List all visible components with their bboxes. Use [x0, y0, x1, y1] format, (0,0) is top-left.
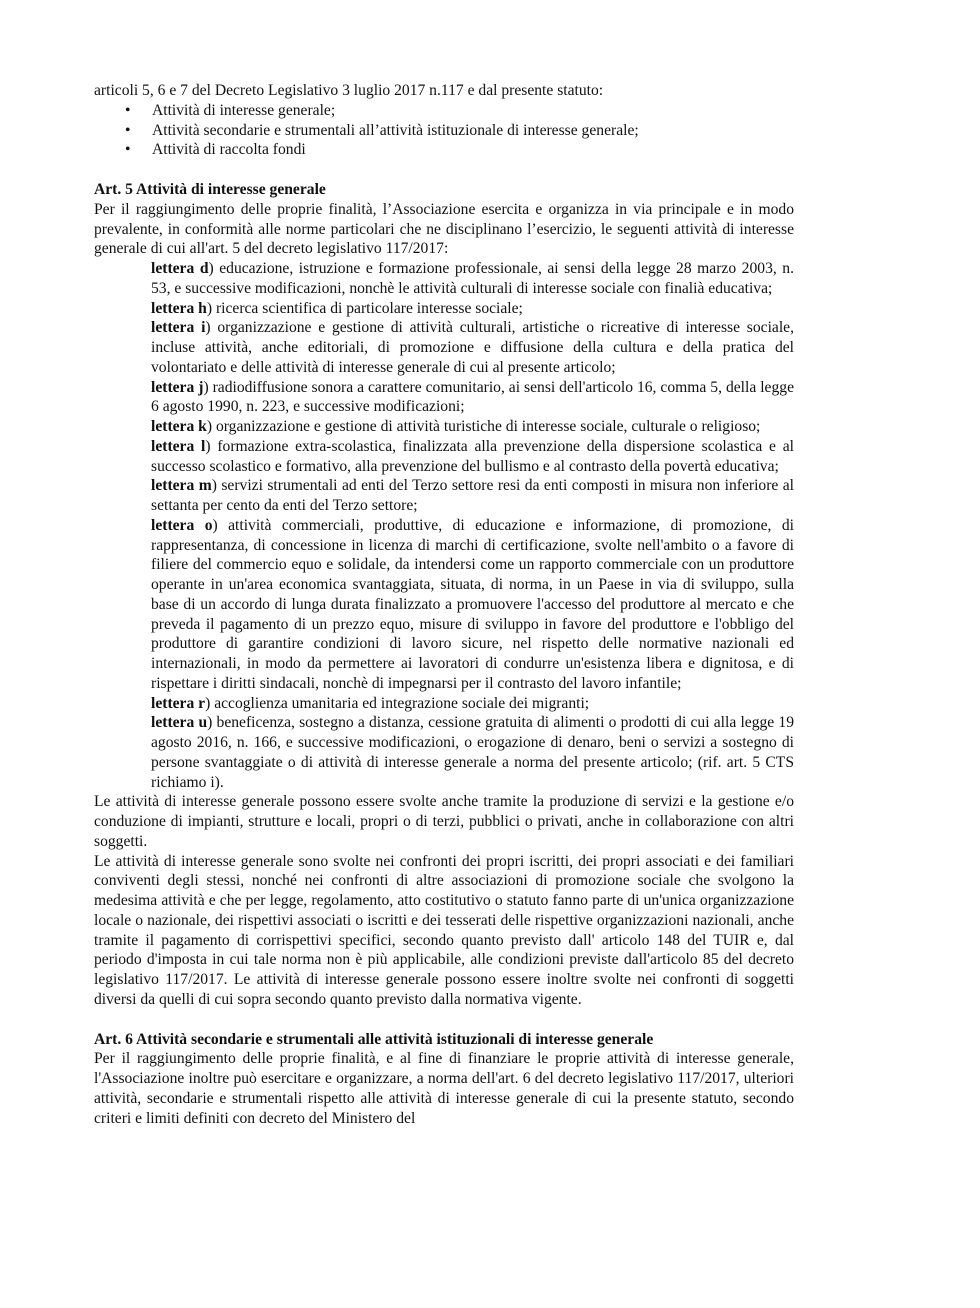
activity-list [94, 101, 794, 160]
letter-text: ) organizzazione e gestione di attività culturali, artistiche o ricreative di interesse sociale, incluse attività, anche editoriali, di promozione e diffusione della cultura e della pratica del volontariato e delle attività di interesse generale di cui al presente articolo; [151, 319, 794, 376]
intro-line: articoli 5, 6 e 7 del Decreto Legislativo 3 luglio 2017 n.117 e dal presente statuto: [94, 82, 604, 99]
bullet-icon: • [125, 141, 131, 159]
section-gap [94, 160, 794, 180]
letter-item [151, 516, 794, 694]
letter-label: lettera j [151, 378, 204, 396]
letter-text: ) educazione, istruzione e formazione professionale, ai sensi della legge 28 marzo 2003, n. 53, e successive modificazioni, nonchè le attività culturali di interesse sociale con finalià educativa; [151, 260, 794, 297]
letter-text: ) organizzazione e gestione di attività turistiche di interesse sociale, culturale o religioso; [206, 418, 761, 435]
list-item-text: Attività di raccolta fondi [152, 141, 306, 159]
letter-item [151, 437, 794, 477]
letter-item [151, 713, 794, 792]
list-item-text: Attività di interesse generale; [152, 101, 336, 119]
list-item [94, 121, 794, 141]
letter-label: lettera k [151, 418, 207, 435]
section-gap [94, 1010, 794, 1030]
letter-text: ) radiodiffusione sonora a carattere comunitario, ai sensi dell'articolo 16, comma 5, della legge 6 agosto 1990, n. 223, e successive modificazioni; [151, 378, 794, 416]
letter-item [151, 694, 794, 714]
list-item-text: Attività secondarie e strumentali all’attività istituzionale di interesse generale; [152, 121, 639, 139]
letter-text: ) servizi strumentali ad enti del Terzo settore resi da enti composti in misura non inferiore al settanta per cento da enti del Terzo settore; [151, 477, 795, 514]
letter-item [151, 417, 794, 437]
letter-text: ) formazione extra-scolastica, finalizzata alla prevenzione della dispersione scolastica e al successo scolastico e formativo, alla prevenzione del bullismo e al contrasto della povertà educativa; [151, 437, 794, 475]
list-item [94, 101, 794, 121]
letter-label: lettera d [151, 260, 209, 277]
bullet-icon: • [125, 101, 131, 119]
letter-item [151, 318, 794, 377]
art5-paragraph-1: Le attività di interesse generale possono essere svolte anche tramite la produzione di servizi e la gestione e/o conduzione di impianti, strutture e locali, propri o di terzi, pubblici o privati, anche in collaborazione con altri soggetti. [94, 793, 794, 850]
art5-heading: Art. 5 Attività di interesse generale [94, 181, 326, 198]
art5-intro: Per il raggiungimento delle proprie finalità, l’Associazione esercita e organizza in via principale e in modo prevalente, in conformità alle norme particolari che ne disciplinano l’esercizio, le seguenti attività di interesse generale di cui all'art. 5 del decreto legislativo 117/2017: [94, 200, 794, 258]
letter-text: ) accoglienza umanitaria ed integrazione sociale dei migranti; [205, 694, 590, 712]
art6-intro: Per il raggiungimento delle proprie finalità, e al fine di finanziare le proprie attività di interesse generale, l'Associazione inoltre può esercitare e organizzare, a norma dell'art. 6 del decreto legislativo 117/2017, ulteriori attività, secondarie e strumentali rispetto alle attività di interesse generale di cui la presente statuto, secondo criteri e limiti definiti con decreto del Ministero del [94, 1050, 794, 1127]
letter-label: lettera o [151, 516, 213, 534]
letter-text: ) ricerca scientifica di particolare interesse sociale; [206, 299, 523, 317]
letter-item [151, 378, 794, 418]
letter-text: ) attività commerciali, produttive, di educazione e informazione, di promozione, di rappresentanza, di concessione in licenza di marchi di certificazione, svolte nell'ambito o a favore di filiere del commercio equo e solidale, da intendersi come un rapporto commerciale con un produttore operante in un'area economica svantaggiata, situata, di norma, in un Paese in via di sviluppo, sulla base di un accordo di lunga durata finalizzato a promuovere l'accesso del produttore al mercato e che preveda il pagamento di un prezzo equo, misure di sviluppo in favore del produttore e l'obbligo del produttore di garantire condizioni di lavoro sicure, nel rispetto delle normative nazionali ed internazionali, in modo da permettere ai lavoratori di condurre un'esistenza libera e dignitosa, e di rispettare i diritti sindacali, nonchè di impegnarsi per il contrasto del lavoro infantile; [151, 516, 794, 692]
letter-text: ) beneficenza, sostegno a distanza, cessione gratuita di alimenti o prodotti di cui alla legge 19 agosto 2016, n. 166, e successive modificazioni, o erogazione di denaro, beni o servizi a sostegno di persone svantaggiate o di attività di interesse generale a norma del presente articolo; (rif. art. 5 CTS richiamo i). [151, 714, 794, 791]
letter-item [151, 299, 794, 319]
letter-label: lettera h [151, 299, 207, 317]
art5-paragraph-2: Le attività di interesse generale sono svolte nei confronti dei propri iscritti, dei propri associati e dei familiari conviventi degli stessi, nonché nei confronti di altre associazioni di promozione sociale che svolgono la medesima attività e che per legge, regolamento, atto costitutivo o statuto fanno parte di un'unica organizzazione locale o nazionale, dei rispettivi associati o iscritti e dei tesserati delle rispettive organizzazioni nazionali, anche tramite il pagamento di corrispettivi specifici, secondo quanto previsto dall' articolo 148 del TUIR e, dal periodo d'imposta in cui tale norma non è più applicabile, alle condizioni previste dall'articolo 85 del decreto legislativo 117/2017. Le attività di interesse generale possono essere inoltre svolte nei confronti di soggetti diversi da quelli di cui sopra secondo quanto previsto dalla normativa vigente. [94, 852, 794, 1008]
art6-heading: Art. 6 Attività secondarie e strumentali alle attività istituzionali di interesse generale [94, 1030, 654, 1048]
bullet-icon: • [125, 121, 131, 139]
letter-label: lettera l [151, 437, 206, 455]
art5-letter-list [94, 259, 794, 792]
letter-item [151, 259, 794, 299]
letter-item [151, 476, 794, 516]
letter-label: lettera r [151, 694, 206, 712]
letter-label: lettera u [151, 714, 208, 732]
letter-label: lettera i [151, 319, 206, 337]
letter-label: lettera m [151, 477, 212, 495]
list-item [94, 140, 794, 160]
